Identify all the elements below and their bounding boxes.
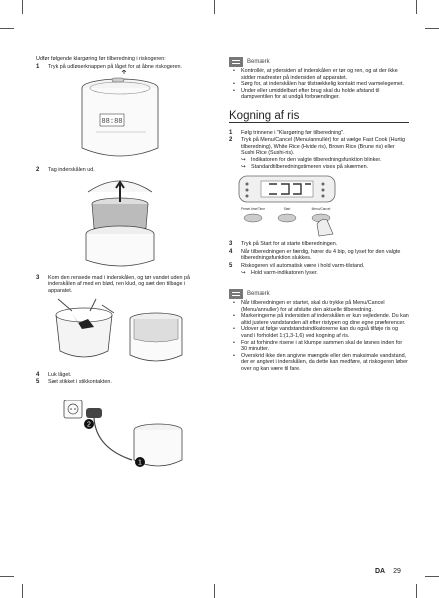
note-icon [229, 289, 243, 299]
note-item: • Kontrollér, at ydersiden af inderskålen er tør og ren, og at der ikke sidder madrester på indersiden af apparatet. [233, 68, 398, 81]
note-item: • Overskrid ikke den angivne mængde eller den maksimale vandstand, der er angivet i inderskålen, da dette kan medføre, at riskogeren løber over og kan være til fare. [233, 352, 408, 373]
panel-button-label: Start [283, 207, 291, 212]
control-panel-illustration [229, 174, 409, 240]
step-2: 2 Tag inderskålen ud. [36, 167, 95, 174]
step-1: 1 Følg trinnene i "Klargøring før tilberedning". [229, 129, 345, 136]
step-3: 3 Kom den rensede mad i inderskålen, og tør vandet uden på inderskålen af med en blød, ren klud, og sæt den tilbage i apparatet. [36, 274, 191, 294]
arrow-icon: ↪ [241, 269, 246, 276]
panel-button-label: Preset time/Time [241, 207, 265, 212]
step-2: 2 Tryk på Menu/Cancel (Menu/annullér) for at vælge Fast Cook (Hurtig tilberedning), White Rice (Hvide ris), Brown Rice (Brune ris) eller Sushi Rice (Sushi-ris). [229, 137, 405, 157]
intro-text: Udfør følgende klargøring før tilberedning i riskogeren: [36, 56, 166, 62]
note-header: Bemærk [229, 56, 409, 68]
step-3: 3 Tryk på Start for at starte tilberedningen. [229, 241, 338, 248]
step-5: 5 Sæt stikket i stikkontakten. [36, 379, 112, 386]
note-icon [229, 57, 243, 67]
note-item: • Under eller umiddelbart efter brug skal du holde afstand til dampventilen for at undgå forbrændinger. [233, 87, 380, 101]
step-5: 5 Riskogeren vil automatisk være i hold varm-tilstand. [229, 262, 365, 269]
crop-mark [416, 584, 417, 598]
note-item: • Markeringerne på indersiden af inderskålen er kun vejledende. Du kan altid justere vandstanden alt efter ristypen og dine egne præferencer. [233, 313, 409, 326]
panel-button-label: Menu/Cancel [311, 207, 331, 212]
crop-mark [22, 0, 23, 14]
crop-mark [22, 584, 23, 598]
crop-mark [0, 28, 14, 29]
note-item: • For at forhindre risene i at klumpe sammen skal de løsnes inden for 30 minutter. [233, 339, 403, 353]
left-column [36, 56, 204, 474]
crop-mark [416, 0, 417, 14]
crop-mark [214, 584, 215, 598]
crop-mark [425, 28, 439, 29]
note-header: Bemærk [229, 288, 409, 300]
crop-mark [214, 0, 215, 14]
marker-2: 2 [87, 421, 91, 429]
finger-icon [317, 220, 333, 237]
inner-bowl-removal-illustration [36, 174, 204, 274]
page-number: 29 [393, 568, 401, 575]
step-4: 4 Luk låget. [36, 371, 72, 378]
language-code: DA [375, 568, 386, 575]
note-item: • Sørg for, at inderskålen har tilstrækkelig kontakt med varmelegemet. [233, 81, 404, 88]
arrow-icon: ↪ [241, 156, 246, 163]
note-item: • Udover at følge vandstandsindikatorerne kan du også tilføje ris og vand i forholdet 1:(1,3-1,6) ved kogning af ris. [233, 326, 399, 340]
crop-mark [0, 576, 14, 577]
section-heading: Kogning af ris [229, 113, 409, 123]
marker-1: 1 [138, 459, 142, 467]
page-footer [375, 568, 401, 575]
note-item: • Når tilberedningen er startet, skal du trykke på Menu/Cancel (Menu/annuller) for at afslutte den aktuelle tilberedning. [233, 300, 385, 313]
result-line: ↪ Standardtilberedningstimeren vises på skærmen. [241, 163, 369, 170]
plug-in-illustration [36, 400, 204, 474]
display-digits: 88:88 [101, 118, 123, 127]
result-line: ↪ Indikatoren for den valgte tilberedningsfunktion blinker. [241, 156, 382, 163]
step-1: 1 Tryk på udløserknappen på låget for at åbne riskogeren. [36, 63, 183, 70]
result-line: ↪ Hold varm-indikatoren lyser. [241, 269, 318, 276]
crop-mark [425, 576, 439, 577]
arrow-icon: ↪ [241, 163, 246, 170]
right-column [229, 56, 409, 373]
fill-bowl-illustration [36, 295, 204, 371]
step-4: 4 Når tilberedningen er færdig, hører du 4 bip, og lyset for den valgte tilberedningsfunktion slukkes. [229, 248, 401, 262]
rice-cooker-illustration [36, 70, 204, 166]
